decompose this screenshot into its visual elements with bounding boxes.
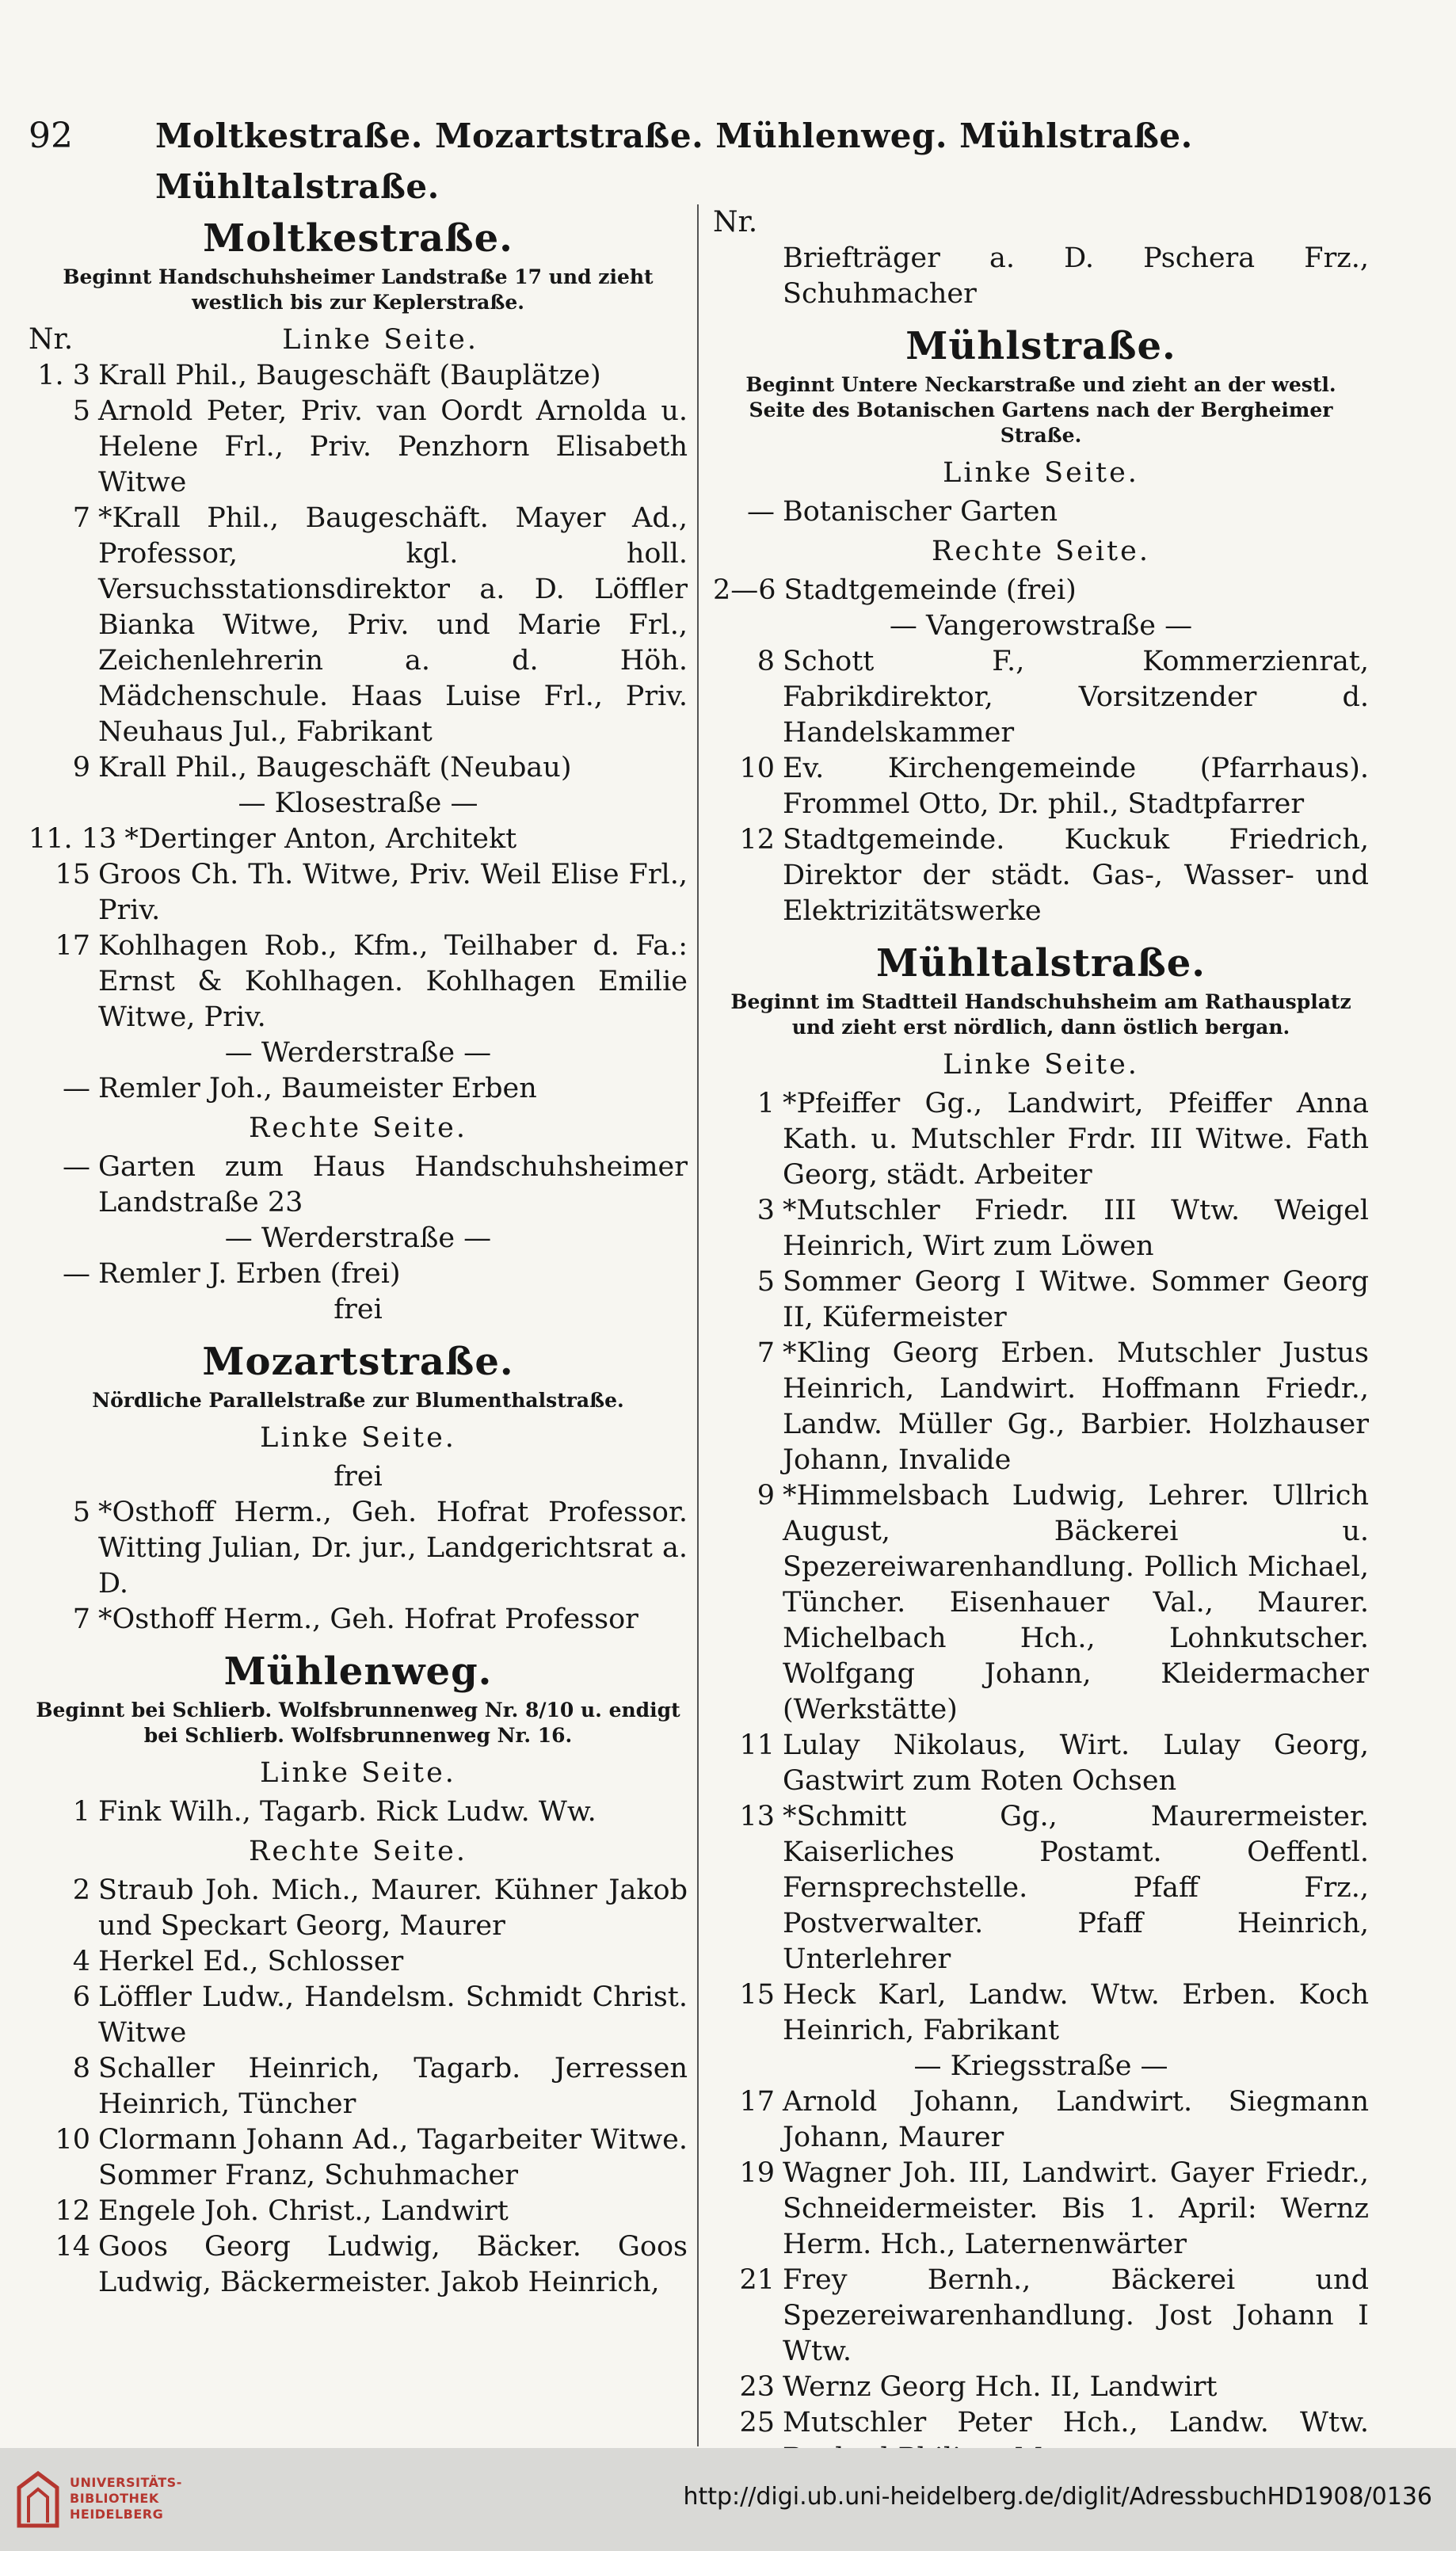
address-entry	[713, 1977, 1369, 2049]
entry-text: Engele Joh. Christ., Landwirt	[98, 2195, 509, 2227]
entry-text: Clormann Johann Ad., Tagarbeiter Witwe. Sommer Franz, Schuhmacher	[98, 2124, 688, 2191]
entry-text: *Pfeiffer Gg., Landwirt, Pfeiffer Anna Kath. u. Mutschler Frdr. III Witwe. Fath Georg, städt. Arbeiter	[783, 1088, 1369, 1191]
house-number: —	[747, 496, 775, 528]
house-number: 15	[55, 859, 90, 890]
address-entry	[29, 1980, 688, 2051]
house-number: 17	[739, 2086, 775, 2118]
entry-list	[713, 1086, 1369, 2049]
library-name-line: HEIDELBERG	[70, 2507, 164, 2522]
cross-street: — Vangerowstraße —	[889, 610, 1193, 642]
entry-text: Garten zum Haus Handschuhsheimer Landstraße 23	[98, 1151, 688, 1218]
entry-list	[29, 1071, 688, 1107]
entry-text: Briefträger a. D. Pschera Frz., Schuhmacher	[783, 242, 1369, 310]
street-title-muehlenweg: Mühlenweg.	[223, 1649, 493, 1694]
house-number: 10	[55, 2124, 90, 2156]
address-entry	[713, 1728, 1369, 1799]
house-number: 17	[55, 930, 90, 962]
entry-text: Groos Ch. Th. Witwe, Priv. Weil Elise Frl., Priv.	[98, 859, 688, 926]
side-heading-left: Linke Seite.	[943, 457, 1139, 489]
house-number: 12	[739, 824, 775, 856]
entry-text: *Dertinger Anton, Architekt	[124, 823, 517, 855]
entry-text: Schott F., Kommerzienrat, Fabrikdirektor, Vorsitzender d. Handelskammer	[783, 646, 1369, 749]
entry-text: Stadtgemeinde. Kuckuk Friedrich, Direktor der städt. Gas-, Wasser- und Elektrizitätswerke	[783, 824, 1369, 927]
address-entry	[713, 644, 1369, 751]
side-heading-left: Linke Seite.	[282, 324, 478, 356]
house-number: 8	[72, 2053, 90, 2084]
address-entry	[713, 2084, 1369, 2156]
entry-list	[713, 494, 1369, 530]
cross-street: — Werderstraße —	[224, 1222, 492, 1254]
entry-text: Botanischer Garten	[783, 496, 1058, 528]
address-entry	[29, 2194, 688, 2229]
address-entry	[713, 2370, 1369, 2405]
house-number: 7	[72, 1603, 90, 1635]
address-entry	[29, 822, 688, 857]
entry-text: Frey Bernh., Bäckerei und Spezereiwarenhandlung. Jost Johann I Wtw.	[783, 2264, 1369, 2367]
entry-list	[29, 1794, 688, 1830]
entry-text: *Mutschler Friedr. III Wtw. Weigel Heinrich, Wirt zum Löwen	[783, 1195, 1369, 1262]
address-entry	[29, 358, 688, 394]
entry-list	[29, 1150, 688, 1221]
column-divider	[697, 204, 699, 2446]
left-column	[29, 204, 688, 2446]
entry-list	[713, 644, 1369, 929]
address-entry	[713, 573, 1369, 608]
house-number: 5	[72, 395, 90, 427]
entry-list	[29, 1873, 688, 2301]
address-entry	[29, 1495, 688, 1602]
entry-text: Schaller Heinrich, Tagarb. Jerressen Heinrich, Tüncher	[98, 2053, 688, 2120]
address-entry	[29, 929, 688, 1035]
entry-text: Lulay Nikolaus, Wirt. Lulay Georg, Gastwirt zum Roten Ochsen	[783, 1729, 1369, 1797]
address-entry	[29, 750, 688, 786]
address-entry	[713, 1264, 1369, 1336]
library-logo-icon	[16, 2470, 60, 2527]
side-heading-right: Rechte Seite.	[249, 1836, 467, 1867]
house-number: 11. 13	[29, 823, 117, 855]
entry-text: Kohlhagen Rob., Kfm., Teilhaber d. Fa.: Ernst & Kohlhagen. Kohlhagen Emilie Witwe, Priv.	[98, 930, 688, 1033]
address-entry	[29, 1794, 688, 1830]
house-number: 19	[739, 2157, 775, 2189]
house-number: 11	[739, 1729, 775, 1761]
address-entry	[713, 1193, 1369, 1264]
house-number: 12	[55, 2195, 90, 2227]
house-number: 13	[739, 1801, 775, 1832]
side-heading-row	[29, 322, 688, 358]
page-number: 92	[29, 116, 73, 156]
street-title-muehlstrasse: Mühlstraße.	[905, 324, 1176, 368]
address-entry	[29, 2229, 688, 2301]
entry-text: *Schmitt Gg., Maurermeister. Kaiserliches Postamt. Oeffentl. Fernsprechstelle. Pfaff Frz., Postverwalter. Pfaff Heinrich, Unterlehrer	[783, 1801, 1369, 1975]
entry-text: Wernz Georg Hch. II, Landwirt	[783, 2371, 1218, 2403]
address-entry	[29, 1150, 688, 1221]
address-entry	[29, 1944, 688, 1980]
street-title-mozartstrasse: Mozartstraße.	[202, 1340, 514, 1384]
nr-label: Nr.	[713, 206, 758, 238]
street-title-muehltalstrasse: Mühltalstraße.	[876, 941, 1206, 986]
house-number: 5	[757, 1266, 775, 1298]
entry-list	[29, 1256, 688, 1292]
library-name-line: BIBLIOTHEK	[70, 2491, 159, 2506]
address-entry	[29, 2122, 688, 2194]
address-entry	[29, 501, 688, 750]
entry-text: Ev. Kirchengemeinde (Pfarrhaus). Frommel Otto, Dr. phil., Stadtpfarrer	[783, 753, 1369, 820]
house-number: 15	[739, 1979, 775, 2011]
side-heading-left: Linke Seite.	[260, 1757, 456, 1789]
viewer-footer	[0, 2448, 1456, 2551]
entry-text: Krall Phil., Baugeschäft (Neubau)	[98, 752, 572, 784]
street-description: Beginnt bei Schlierb. Wolfsbrunnenweg Nr. 8/10 u. endigt bei Schlierb. Wolfsbrunnenweg Nr. 16.	[36, 1699, 680, 1747]
entry-text: Stadtgemeinde (frei)	[783, 574, 1077, 606]
cross-street: — Klosestraße —	[238, 787, 478, 819]
address-entry	[713, 1478, 1369, 1728]
address-entry	[713, 751, 1369, 822]
house-number: 8	[757, 646, 775, 677]
entry-text: Sommer Georg I Witwe. Sommer Georg II, Küfermeister	[783, 1266, 1369, 1333]
address-entry	[713, 822, 1369, 929]
free-marker: frei	[334, 1461, 383, 1493]
running-title: Moltkestraße. Mozartstraße. Mühlenweg. Mühlstraße. Mühltalstraße.	[155, 116, 1193, 206]
entry-list	[713, 2084, 1369, 2477]
house-number: 14	[55, 2231, 90, 2263]
page-header	[29, 111, 1427, 206]
address-entry	[713, 1799, 1369, 1977]
permalink-url[interactable]: http://digi.ub.uni-heidelberg.de/diglit/AdressbuchHD1908/0136	[683, 2483, 1432, 2511]
address-entry	[29, 1071, 688, 1107]
house-number: 10	[739, 753, 775, 784]
library-name-line: UNIVERSITÄTS-	[70, 2475, 182, 2490]
entry-text: Goos Georg Ludwig, Bäcker. Goos Ludwig, Bäckermeister. Jakob Heinrich,	[98, 2231, 688, 2298]
cross-street: — Kriegsstraße —	[913, 2050, 1168, 2082]
side-heading-right: Rechte Seite.	[249, 1112, 467, 1144]
house-number: 1	[757, 1088, 775, 1119]
address-entry	[29, 394, 688, 501]
street-description: Beginnt Handschuhsheimer Landstraße 17 und zieht westlich bis zur Keplerstraße.	[63, 265, 654, 314]
house-number: 21	[739, 2264, 775, 2296]
address-entry	[29, 2051, 688, 2122]
entry-text: Arnold Peter, Priv. van Oordt Arnolda u. Helene Frl., Priv. Penzhorn Elisabeth Witwe	[98, 395, 688, 498]
address-entry	[29, 1873, 688, 1944]
entry-list	[29, 358, 688, 786]
entry-text: Heck Karl, Landw. Wtw. Erben. Koch Heinrich, Fabrikant	[783, 1979, 1369, 2046]
house-number: 25	[739, 2407, 775, 2439]
library-name	[70, 2475, 182, 2522]
house-number: 6	[72, 1981, 90, 2013]
street-description: Beginnt Untere Neckarstraße und zieht an der westl. Seite des Botanischen Gartens nach der Bergheimer Straße.	[745, 373, 1336, 447]
house-number: 2—6	[713, 574, 776, 606]
entry-text: Mutschler Peter Hch., Landw. Wtw.	[783, 2407, 1369, 2439]
side-heading-right: Rechte Seite.	[932, 536, 1150, 567]
entry-text: *Himmelsbach Ludwig, Lehrer. Ullrich August, Bäckerei u. Spezereiwarenhandlung. Pollich Michael, Tüncher. Eisenhauer Val., Maurer. Michelbach Hch., Lohnkutscher. Wolfgang Johann, Kleidermacher (Werkstätte)	[783, 1480, 1369, 1725]
entry-text: Löffler Ludw., Handelsm. Schmidt Christ. Witwe	[98, 1981, 688, 2049]
entry-text: Wagner Joh. III, Landwirt. Gayer Friedr., Schneidermeister. Bis 1. April: Wernz Herm. Hch., Laternenwärter	[783, 2157, 1369, 2260]
house-number: 4	[72, 1946, 90, 1977]
house-number: —	[63, 1151, 90, 1183]
address-entry	[29, 1256, 688, 1292]
street-description: Nördliche Parallelstraße zur Blumenthalstraße.	[92, 1389, 624, 1412]
free-marker: frei	[334, 1294, 383, 1325]
cross-street: — Werderstraße —	[224, 1037, 492, 1069]
entry-text: Fink Wilh., Tagarb. Rick Ludw. Ww.	[98, 1796, 597, 1828]
address-entry	[713, 2263, 1369, 2370]
entry-text: *Osthoff Herm., Geh. Hofrat Professor. Witting Julian, Dr. jur., Landgerichtsrat a. D.	[98, 1497, 688, 1600]
house-number: 1. 3	[37, 360, 90, 391]
house-number: 3	[757, 1195, 775, 1226]
address-entry	[713, 1336, 1369, 1478]
right-column	[713, 204, 1369, 2446]
street-description: Beginnt im Stadtteil Handschuhsheim am Rathausplatz und zieht erst nördlich, dann östlich bergan.	[730, 990, 1351, 1039]
entry-text: *Osthoff Herm., Geh. Hofrat Professor	[98, 1603, 638, 1635]
entry-text: Remler Joh., Baumeister Erben	[98, 1073, 537, 1104]
side-heading-left: Linke Seite.	[260, 1422, 456, 1454]
entry-text: *Kling Georg Erben. Mutschler Justus Heinrich, Landwirt. Hoffmann Friedr., Landw. Müller Gg., Barbier. Holzhauser Johann, Invalide	[783, 1337, 1369, 1476]
house-number: 1	[72, 1796, 90, 1828]
house-number: 2	[72, 1874, 90, 1906]
house-number: 5	[72, 1497, 90, 1528]
house-number: —	[63, 1258, 90, 1290]
address-entry	[29, 1602, 688, 1638]
street-title-moltkestrasse: Moltkestraße.	[203, 216, 513, 261]
entry-text: Herkel Ed., Schlosser	[98, 1946, 404, 1977]
entry-text: Remler J. Erben (frei)	[98, 1258, 401, 1290]
house-number: 7	[72, 502, 90, 534]
house-number: 7	[757, 1337, 775, 1369]
address-entry	[29, 857, 688, 929]
entry-text: Arnold Johann, Landwirt. Siegmann Johann, Maurer	[783, 2086, 1369, 2153]
address-entry	[713, 494, 1369, 530]
side-heading-left: Linke Seite.	[943, 1049, 1139, 1081]
nr-label: Nr.	[29, 323, 74, 356]
entry-list	[29, 1495, 688, 1638]
address-entry	[713, 1086, 1369, 1193]
entry-list	[29, 822, 688, 1035]
house-number: —	[63, 1073, 90, 1104]
house-number: 23	[739, 2371, 775, 2403]
house-number: 9	[757, 1480, 775, 1512]
entry-text: *Krall Phil., Baugeschäft. Mayer Ad., Professor, kgl. holl. Versuchsstationsdirektor a. D. Löffler Bianka Witwe, Priv. und Marie Frl., Zeichenlehrerin a. d. Höh. Mädchenschule. Haas Luise Frl., Priv. Neuhaus Jul., Fabrikant	[98, 502, 688, 748]
address-entry	[713, 2156, 1369, 2263]
house-number: 9	[72, 752, 90, 784]
entry-text: Krall Phil., Baugeschäft (Bauplätze)	[98, 360, 601, 391]
entry-list	[713, 573, 1369, 608]
entry-text: Straub Joh. Mich., Maurer. Kühner Jakob und Speckart Georg, Maurer	[98, 1874, 688, 1942]
entry-continuation	[713, 241, 1369, 312]
